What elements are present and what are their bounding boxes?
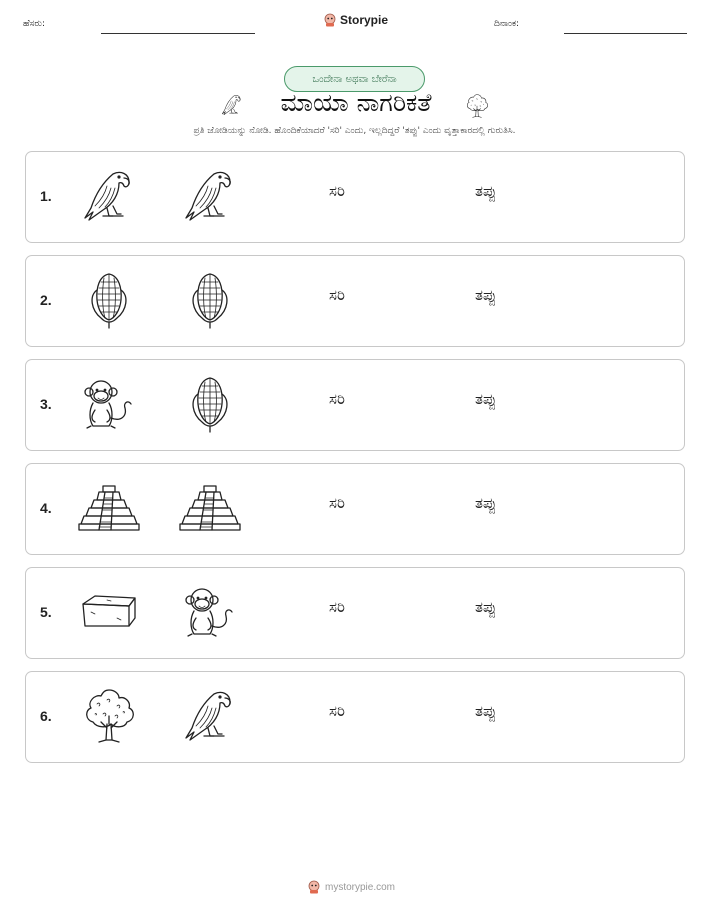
page-title: ಮಾಯಾ ನಾಗರಿಕತೆ: [280, 88, 432, 117]
wrong-option[interactable]: ತಪ್ಪು: [475, 182, 497, 200]
wrong-option[interactable]: ತಪ್ಪು: [475, 702, 497, 720]
wrong-option[interactable]: ತಪ್ಪು: [475, 494, 497, 512]
correct-option[interactable]: ಸರಿ: [329, 182, 345, 200]
tree-icon: [463, 90, 491, 122]
correct-option[interactable]: ಸರಿ: [329, 702, 345, 720]
footer-url[interactable]: mystorypie.com: [325, 881, 396, 893]
activity-badge: ಒಂದೇನಾ ಅಥವಾ ಬೇರೆನಾ: [284, 66, 425, 92]
brand: [323, 13, 388, 27]
corn-icon: [77, 270, 141, 330]
wrong-option[interactable]: ತಪ್ಪು: [475, 390, 497, 408]
date-field-line[interactable]: [564, 33, 687, 34]
correct-option[interactable]: ಸರಿ: [329, 494, 345, 512]
stone-block-icon: [77, 582, 141, 642]
wrong-option[interactable]: ತಪ್ಪು: [475, 598, 497, 616]
question-row: [25, 359, 685, 451]
question-number: 5.: [40, 604, 52, 620]
question-number: 1.: [40, 188, 52, 204]
correct-option[interactable]: ಸರಿ: [329, 598, 345, 616]
parrot-icon: [178, 166, 242, 226]
footer: [307, 880, 395, 894]
storypie-logo-icon: [307, 880, 321, 894]
question-number: 6.: [40, 708, 52, 724]
instructions: ಪ್ರತಿ ಜೋಡಿಯನ್ನು ನೋಡಿ. ಹೊಂದಿಕೆಯಾದರೆ 'ಸರಿ' ಎಂದು, ಇಲ್ಲದಿದ್ದರೆ 'ತಪ್ಪು' ಎಂದು ವೃತ್ತಾಕಾರದಲ್ಲಿ ಗುರುತಿಸಿ.: [193, 126, 516, 136]
pyramid-icon: [77, 478, 141, 538]
question-number: 4.: [40, 500, 52, 516]
question-row: [25, 671, 685, 763]
name-field-line[interactable]: [101, 33, 255, 34]
question-number: 2.: [40, 292, 52, 308]
question-row: [25, 255, 685, 347]
monkey-icon: [178, 582, 242, 642]
tree-icon: [77, 686, 141, 746]
question-row: [25, 567, 685, 659]
question-row: [25, 463, 685, 555]
correct-option[interactable]: ಸರಿ: [329, 286, 345, 304]
question-number: 3.: [40, 396, 52, 412]
wrong-option[interactable]: ತಪ್ಪು: [475, 286, 497, 304]
parrot-icon: [219, 90, 245, 120]
question-row: [25, 151, 685, 243]
corn-icon: [178, 270, 242, 330]
parrot-icon: [178, 686, 242, 746]
brand-name: Storypie: [340, 13, 389, 27]
monkey-icon: [77, 374, 141, 434]
correct-option[interactable]: ಸರಿ: [329, 390, 345, 408]
date-label: ದಿನಾಂಕ:: [494, 19, 520, 29]
storypie-logo-icon: [323, 13, 337, 27]
parrot-icon: [77, 166, 141, 226]
name-label: ಹೆಸರು:: [23, 19, 46, 29]
corn-icon: [178, 374, 242, 434]
pyramid-icon: [178, 478, 242, 538]
